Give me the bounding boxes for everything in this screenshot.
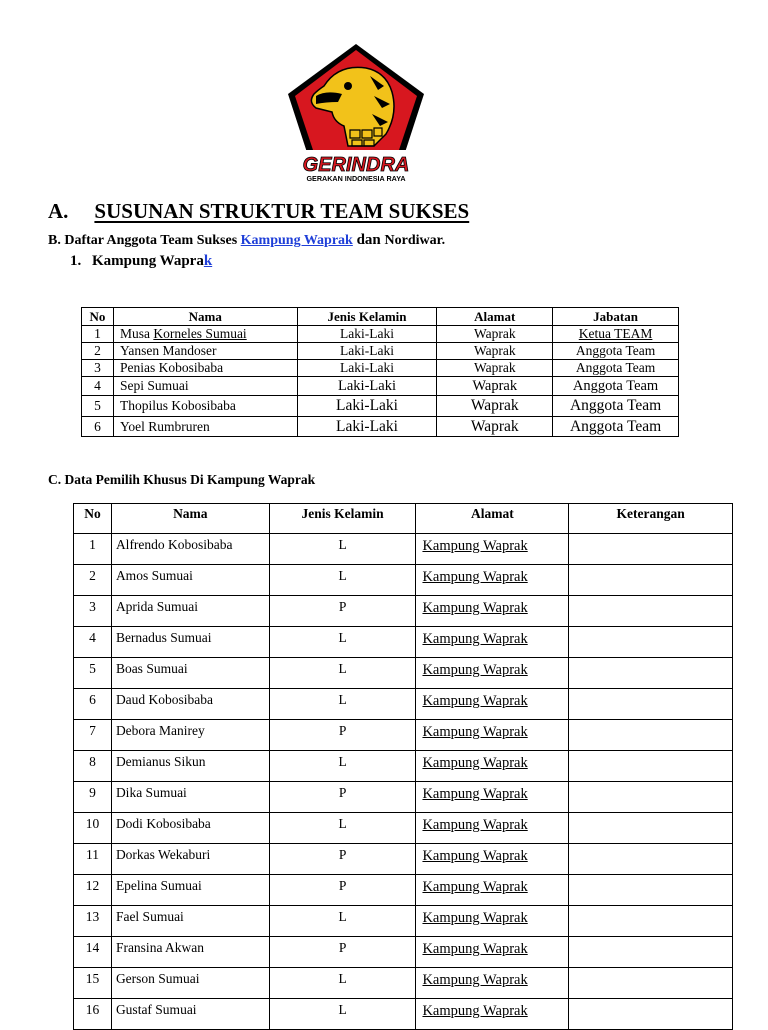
cell-alamat: Kampung Waprak <box>416 844 569 875</box>
cell-alamat: Waprak <box>437 343 553 360</box>
cell-no: 1 <box>82 326 114 343</box>
team-row <box>82 343 679 360</box>
header-jenis-kelamin: Jenis Kelamin <box>297 308 437 326</box>
team-table-body <box>82 326 679 437</box>
cell-keterangan <box>569 627 733 658</box>
subsection-number: 1. <box>70 253 82 269</box>
cell-jenis-kelamin: L <box>269 627 416 658</box>
voter-row <box>74 999 733 1030</box>
voter-row <box>74 689 733 720</box>
voter-row <box>74 844 733 875</box>
page-title <box>48 199 528 224</box>
voter-row <box>74 565 733 596</box>
cell-keterangan <box>569 689 733 720</box>
voter-row <box>74 627 733 658</box>
cell-alamat: Kampung Waprak <box>416 875 569 906</box>
cell-keterangan <box>569 968 733 999</box>
cell-no: 5 <box>74 658 112 689</box>
cell-nama: Dorkas Wekaburi <box>111 844 269 875</box>
voter-row <box>74 596 733 627</box>
cell-no: 6 <box>82 417 114 437</box>
cell-nama <box>113 343 297 360</box>
cell-alamat: Kampung Waprak <box>416 565 569 596</box>
cell-nama: Gustaf Sumuai <box>111 999 269 1030</box>
logo-tagline-text: GERAKAN INDONESIA RAYA <box>306 174 406 183</box>
section-b-dan: dan <box>352 232 385 248</box>
cell-jenis-kelamin: P <box>269 875 416 906</box>
cell-no: 10 <box>74 813 112 844</box>
cell-nama: Amos Sumuai <box>111 565 269 596</box>
section-c-heading: C. Data Pemilih Khusus Di Kampung Waprak <box>48 472 316 487</box>
cell-alamat: Kampung Waprak <box>416 968 569 999</box>
cell-no: 6 <box>74 689 112 720</box>
cell-jenis-kelamin: L <box>269 968 416 999</box>
team-row <box>82 360 679 377</box>
cell-jabatan: Anggota Team <box>553 396 679 417</box>
cell-nama: Bernadus Sumuai <box>111 627 269 658</box>
cell-jenis-kelamin: P <box>269 844 416 875</box>
cell-alamat: Kampung Waprak <box>416 720 569 751</box>
cell-alamat: Kampung Waprak <box>416 751 569 782</box>
header-alamat: Alamat <box>416 504 569 534</box>
cell-nama: Dika Sumuai <box>111 782 269 813</box>
team-row <box>82 326 679 343</box>
header-nama: Nama <box>113 308 297 326</box>
cell-alamat: Waprak <box>437 396 553 417</box>
cell-alamat: Kampung Waprak <box>416 689 569 720</box>
title-letter: A. <box>48 199 69 223</box>
cell-no: 8 <box>74 751 112 782</box>
cell-jenis-kelamin: L <box>269 534 416 565</box>
cell-jenis-kelamin: Laki-Laki <box>297 377 437 396</box>
cell-no: 15 <box>74 968 112 999</box>
voter-row <box>74 534 733 565</box>
cell-no: 14 <box>74 937 112 968</box>
team-table <box>81 307 679 437</box>
cell-nama: Fael Sumuai <box>111 906 269 937</box>
voter-row <box>74 875 733 906</box>
logo-brand-text: GERINDRA <box>302 154 410 176</box>
cell-no: 1 <box>74 534 112 565</box>
cell-nama: Debora Manirey <box>111 720 269 751</box>
team-row <box>82 377 679 396</box>
cell-no: 3 <box>82 360 114 377</box>
cell-keterangan <box>569 596 733 627</box>
cell-jenis-kelamin: Laki-Laki <box>297 396 437 417</box>
cell-jenis-kelamin: L <box>269 999 416 1030</box>
cell-nama: Demianus Sikun <box>111 751 269 782</box>
cell-no: 5 <box>82 396 114 417</box>
voter-row <box>74 658 733 689</box>
cell-nama: Alfrendo Kobosibaba <box>111 534 269 565</box>
header-nama: Nama <box>111 504 269 534</box>
header-no: No <box>82 308 114 326</box>
cell-nama: Daud Kobosibaba <box>111 689 269 720</box>
cell-keterangan <box>569 906 733 937</box>
gerindra-logo <box>286 42 426 184</box>
header-keterangan: Keterangan <box>569 504 733 534</box>
cell-no: 2 <box>82 343 114 360</box>
cell-no: 9 <box>74 782 112 813</box>
cell-jenis-kelamin: P <box>269 782 416 813</box>
cell-nama <box>113 396 297 417</box>
voter-row <box>74 782 733 813</box>
voter-row <box>74 751 733 782</box>
team-row <box>82 396 679 417</box>
cell-nama: Aprida Sumuai <box>111 596 269 627</box>
cell-jenis-kelamin: L <box>269 658 416 689</box>
cell-nama <box>113 417 297 437</box>
cell-jabatan: Anggota Team <box>553 343 679 360</box>
section-b-heading <box>48 232 445 249</box>
cell-jenis-kelamin: L <box>269 813 416 844</box>
cell-alamat: Kampung Waprak <box>416 906 569 937</box>
cell-jenis-kelamin: L <box>269 906 416 937</box>
cell-jenis-kelamin: L <box>269 751 416 782</box>
cell-alamat: Kampung Waprak <box>416 627 569 658</box>
cell-keterangan <box>569 875 733 906</box>
nama-part: Thopilus Kobosibaba <box>119 398 236 413</box>
cell-jabatan: Anggota Team <box>553 417 679 437</box>
cell-keterangan <box>569 844 733 875</box>
team-row <box>82 417 679 437</box>
cell-alamat: Waprak <box>437 326 553 343</box>
cell-keterangan <box>569 751 733 782</box>
header-jabatan: Jabatan <box>553 308 679 326</box>
cell-alamat: Waprak <box>437 377 553 396</box>
nama-part: Yansen Mandoser <box>119 343 217 358</box>
cell-no: 13 <box>74 906 112 937</box>
section-b-suffix: Nordiwar. <box>384 233 446 248</box>
cell-jenis-kelamin: Laki-Laki <box>297 343 437 360</box>
cell-alamat: Kampung Waprak <box>416 937 569 968</box>
cell-keterangan <box>569 658 733 689</box>
cell-alamat: Kampung Waprak <box>416 658 569 689</box>
cell-jabatan: Ketua TEAM <box>553 326 679 343</box>
cell-nama: Gerson Sumuai <box>111 968 269 999</box>
cell-nama: Epelina Sumuai <box>111 875 269 906</box>
header-alamat: Alamat <box>437 308 553 326</box>
cell-alamat: Kampung Waprak <box>416 534 569 565</box>
cell-no: 11 <box>74 844 112 875</box>
nama-part: Musa <box>119 326 154 341</box>
cell-jenis-kelamin: L <box>269 689 416 720</box>
subsection-1-heading <box>70 253 212 270</box>
cell-alamat: Kampung Waprak <box>416 596 569 627</box>
cell-jenis-kelamin: Laki-Laki <box>297 360 437 377</box>
cell-keterangan <box>569 999 733 1030</box>
cell-no: 2 <box>74 565 112 596</box>
cell-alamat: Waprak <box>437 417 553 437</box>
voter-table <box>73 503 733 1030</box>
cell-no: 7 <box>74 720 112 751</box>
cell-keterangan <box>569 782 733 813</box>
cell-nama <box>113 377 297 396</box>
cell-no: 3 <box>74 596 112 627</box>
cell-keterangan <box>569 534 733 565</box>
cell-keterangan <box>569 937 733 968</box>
cell-keterangan <box>569 720 733 751</box>
cell-nama: Dodi Kobosibaba <box>111 813 269 844</box>
voter-row <box>74 906 733 937</box>
cell-alamat: Kampung Waprak <box>416 813 569 844</box>
nama-part: Yoel Rumbruren <box>119 418 210 434</box>
cell-jenis-kelamin: Laki-Laki <box>297 417 437 437</box>
cell-no: 4 <box>82 377 114 396</box>
nama-part-underlined: Korneles Sumuai <box>153 326 247 341</box>
voter-row <box>74 813 733 844</box>
cell-no: 4 <box>74 627 112 658</box>
title-text: SUSUNAN STRUKTUR TEAM SUKSES <box>94 199 470 223</box>
cell-alamat: Waprak <box>437 360 553 377</box>
cell-nama <box>113 360 297 377</box>
voter-table-body <box>74 534 733 1030</box>
nama-part: Penias Kobosibaba <box>119 360 224 375</box>
cell-jabatan: Anggota Team <box>553 360 679 377</box>
cell-no: 16 <box>74 999 112 1030</box>
cell-jenis-kelamin: P <box>269 596 416 627</box>
cell-jabatan: Anggota Team <box>553 377 679 396</box>
cell-jenis-kelamin: L <box>269 565 416 596</box>
voter-row <box>74 720 733 751</box>
kampung-waprak-link[interactable]: Kampung Waprak <box>240 233 353 248</box>
cell-jenis-kelamin: P <box>269 720 416 751</box>
cell-alamat: Kampung Waprak <box>416 999 569 1030</box>
section-b-prefix: B. Daftar Anggota Team Sukses <box>48 233 241 248</box>
team-table-header <box>82 308 679 326</box>
cell-jenis-kelamin: Laki-Laki <box>297 326 437 343</box>
cell-keterangan <box>569 565 733 596</box>
subsection-text-last: k <box>203 253 213 269</box>
voter-table-header <box>74 504 733 534</box>
cell-jenis-kelamin: P <box>269 937 416 968</box>
cell-keterangan <box>569 813 733 844</box>
voter-row <box>74 937 733 968</box>
cell-no: 12 <box>74 875 112 906</box>
voter-row <box>74 968 733 999</box>
header-jenis-kelamin: Jenis Kelamin <box>269 504 416 534</box>
subsection-text: Kampung Wapra <box>92 253 204 269</box>
nama-part: Sepi Sumuai <box>119 378 189 393</box>
header-no: No <box>74 504 112 534</box>
cell-nama: Boas Sumuai <box>111 658 269 689</box>
cell-alamat: Kampung Waprak <box>416 782 569 813</box>
cell-nama: Fransina Akwan <box>111 937 269 968</box>
cell-nama <box>113 326 297 343</box>
